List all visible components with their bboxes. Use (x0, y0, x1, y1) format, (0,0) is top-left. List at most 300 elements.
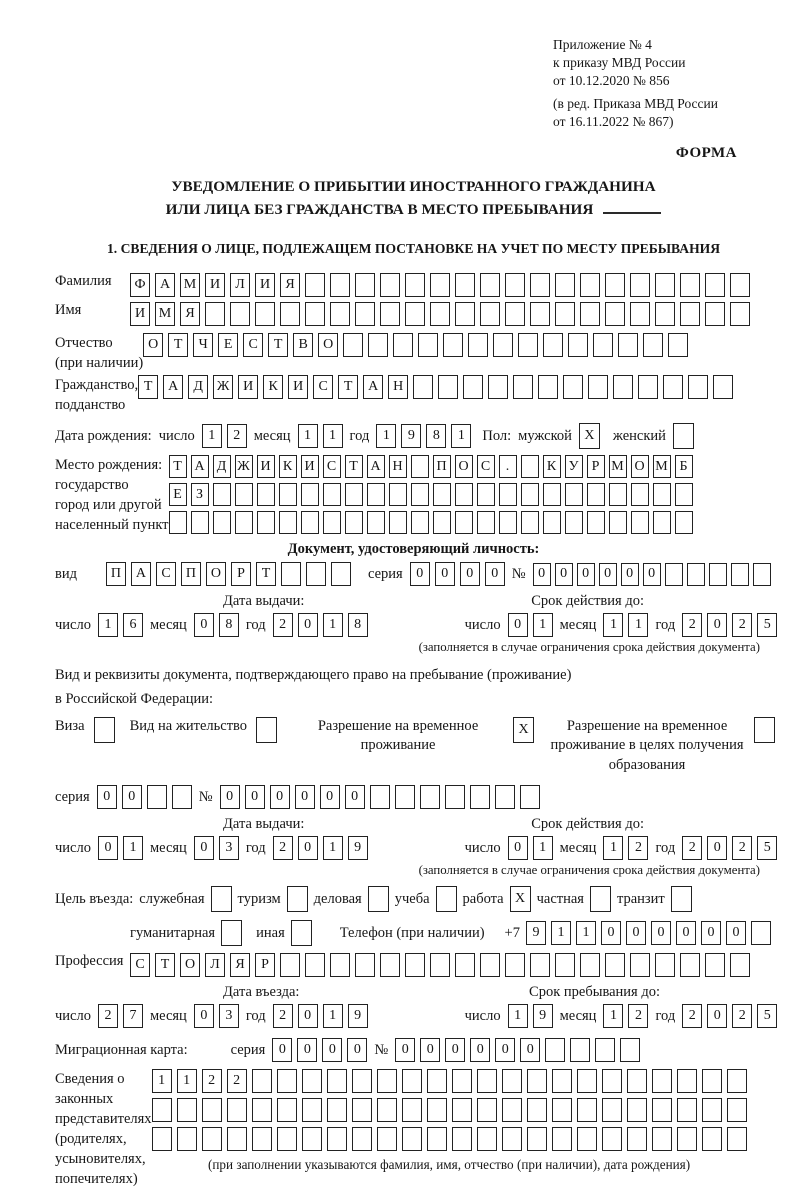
char-cell[interactable] (252, 1127, 272, 1151)
char-cell[interactable] (331, 562, 351, 586)
char-cell[interactable]: И (288, 375, 308, 399)
char-cell[interactable]: 0 (495, 1038, 515, 1062)
char-cell[interactable] (580, 302, 600, 326)
char-cell[interactable] (169, 511, 187, 534)
char-cell[interactable]: А (363, 375, 383, 399)
stay-day[interactable] (508, 1004, 553, 1028)
char-cell[interactable] (665, 563, 683, 586)
char-cell[interactable]: О (143, 333, 163, 357)
char-cell[interactable] (702, 1098, 722, 1122)
char-cell[interactable] (727, 1127, 747, 1151)
char-cell[interactable]: 9 (401, 424, 421, 448)
char-cell[interactable]: П (181, 562, 201, 586)
char-cell[interactable] (411, 455, 429, 478)
char-cell[interactable]: 1 (533, 836, 553, 860)
entry-day[interactable] (98, 1004, 143, 1028)
profession-cells[interactable] (130, 953, 750, 977)
char-cell[interactable] (377, 1127, 397, 1151)
char-cell[interactable] (257, 483, 275, 506)
char-cell[interactable]: 1 (323, 424, 343, 448)
char-cell[interactable] (552, 1127, 572, 1151)
purpose-tourism-checkbox[interactable] (287, 886, 308, 912)
char-cell[interactable] (94, 717, 115, 743)
char-cell[interactable] (235, 483, 253, 506)
char-cell[interactable]: 2 (273, 1004, 293, 1028)
char-cell[interactable] (587, 511, 605, 534)
char-cell[interactable]: 0 (270, 785, 290, 809)
char-cell[interactable] (505, 273, 525, 297)
char-cell[interactable]: 0 (297, 1038, 317, 1062)
char-cell[interactable]: 8 (219, 613, 239, 637)
char-cell[interactable]: 0 (508, 613, 528, 637)
char-cell[interactable]: 1 (603, 836, 623, 860)
char-cell[interactable]: 2 (98, 1004, 118, 1028)
char-cell[interactable]: 1 (551, 921, 571, 945)
residence-issue-year[interactable] (273, 836, 368, 860)
char-cell[interactable]: Я (180, 302, 200, 326)
char-cell[interactable] (191, 511, 209, 534)
char-cell[interactable] (709, 563, 727, 586)
char-cell[interactable] (430, 302, 450, 326)
char-cell[interactable]: 0 (676, 921, 696, 945)
char-cell[interactable] (543, 483, 561, 506)
char-cell[interactable] (302, 1069, 322, 1093)
char-cell[interactable] (655, 273, 675, 297)
char-cell[interactable] (393, 333, 413, 357)
char-cell[interactable] (413, 375, 433, 399)
char-cell[interactable]: X (579, 423, 600, 449)
char-cell[interactable]: 0 (555, 563, 573, 586)
char-cell[interactable]: 1 (98, 613, 118, 637)
char-cell[interactable] (227, 1127, 247, 1151)
char-cell[interactable] (602, 1098, 622, 1122)
char-cell[interactable]: А (367, 455, 385, 478)
char-cell[interactable] (177, 1098, 197, 1122)
char-cell[interactable]: К (279, 455, 297, 478)
iddoc-issue-day[interactable] (98, 613, 143, 637)
char-cell[interactable]: 0 (445, 1038, 465, 1062)
char-cell[interactable]: М (180, 273, 200, 297)
char-cell[interactable]: 3 (219, 1004, 239, 1028)
char-cell[interactable]: 0 (345, 785, 365, 809)
char-cell[interactable] (730, 273, 750, 297)
char-cell[interactable] (605, 953, 625, 977)
char-cell[interactable] (588, 375, 608, 399)
char-cell[interactable] (521, 511, 539, 534)
char-cell[interactable] (302, 1127, 322, 1151)
char-cell[interactable] (590, 886, 611, 912)
char-cell[interactable]: 5 (757, 613, 777, 637)
char-cell[interactable] (256, 717, 277, 743)
male-checkbox[interactable] (579, 423, 600, 449)
char-cell[interactable] (235, 511, 253, 534)
residence-number-cells[interactable] (220, 785, 540, 809)
char-cell[interactable]: 7 (123, 1004, 143, 1028)
char-cell[interactable] (470, 785, 490, 809)
char-cell[interactable]: . (499, 455, 517, 478)
char-cell[interactable] (405, 273, 425, 297)
char-cell[interactable] (380, 302, 400, 326)
char-cell[interactable]: Ж (235, 455, 253, 478)
char-cell[interactable] (530, 953, 550, 977)
char-cell[interactable]: 0 (320, 785, 340, 809)
char-cell[interactable] (427, 1127, 447, 1151)
char-cell[interactable]: 1 (323, 1004, 343, 1028)
char-cell[interactable]: О (455, 455, 473, 478)
char-cell[interactable] (605, 273, 625, 297)
char-cell[interactable] (291, 920, 312, 946)
char-cell[interactable]: У (565, 455, 583, 478)
char-cell[interactable]: 1 (323, 613, 343, 637)
char-cell[interactable]: 0 (460, 562, 480, 586)
char-cell[interactable] (327, 1098, 347, 1122)
char-cell[interactable] (545, 1038, 565, 1062)
iddoc-series-cells[interactable] (410, 562, 505, 586)
char-cell[interactable] (563, 375, 583, 399)
representatives-row3-cells[interactable] (152, 1127, 747, 1151)
char-cell[interactable] (630, 302, 650, 326)
char-cell[interactable]: 0 (701, 921, 721, 945)
char-cell[interactable] (389, 511, 407, 534)
char-cell[interactable] (480, 302, 500, 326)
char-cell[interactable]: 9 (533, 1004, 553, 1028)
iddoc-expiry-day[interactable] (508, 613, 553, 637)
char-cell[interactable]: Б (675, 455, 693, 478)
char-cell[interactable] (255, 302, 275, 326)
char-cell[interactable]: 0 (298, 613, 318, 637)
char-cell[interactable] (452, 1098, 472, 1122)
char-cell[interactable]: 0 (508, 836, 528, 860)
char-cell[interactable] (705, 302, 725, 326)
char-cell[interactable]: 0 (420, 1038, 440, 1062)
char-cell[interactable] (368, 333, 388, 357)
char-cell[interactable]: К (543, 455, 561, 478)
char-cell[interactable] (653, 511, 671, 534)
char-cell[interactable] (389, 483, 407, 506)
purpose-official-checkbox[interactable] (211, 886, 232, 912)
char-cell[interactable] (518, 333, 538, 357)
char-cell[interactable] (753, 563, 771, 586)
char-cell[interactable] (552, 1069, 572, 1093)
char-cell[interactable]: 2 (273, 836, 293, 860)
char-cell[interactable]: М (653, 455, 671, 478)
char-cell[interactable] (418, 333, 438, 357)
char-cell[interactable] (655, 953, 675, 977)
char-cell[interactable] (455, 483, 473, 506)
char-cell[interactable] (618, 333, 638, 357)
char-cell[interactable]: Н (389, 455, 407, 478)
char-cell[interactable] (675, 483, 693, 506)
char-cell[interactable] (302, 1098, 322, 1122)
char-cell[interactable] (577, 1098, 597, 1122)
char-cell[interactable] (427, 1098, 447, 1122)
char-cell[interactable] (213, 511, 231, 534)
char-cell[interactable] (680, 273, 700, 297)
char-cell[interactable] (438, 375, 458, 399)
char-cell[interactable] (521, 483, 539, 506)
migration-series-cells[interactable] (272, 1038, 367, 1062)
char-cell[interactable] (502, 1127, 522, 1151)
char-cell[interactable]: 0 (194, 836, 214, 860)
char-cell[interactable]: И (205, 273, 225, 297)
char-cell[interactable] (727, 1069, 747, 1093)
char-cell[interactable] (455, 953, 475, 977)
char-cell[interactable]: К (263, 375, 283, 399)
char-cell[interactable]: 2 (732, 613, 752, 637)
char-cell[interactable] (427, 1069, 447, 1093)
char-cell[interactable] (727, 1098, 747, 1122)
char-cell[interactable]: Д (188, 375, 208, 399)
char-cell[interactable]: А (163, 375, 183, 399)
char-cell[interactable] (502, 1098, 522, 1122)
char-cell[interactable] (277, 1069, 297, 1093)
char-cell[interactable]: 1 (323, 836, 343, 860)
char-cell[interactable]: 2 (732, 1004, 752, 1028)
residence-series-cells[interactable] (97, 785, 192, 809)
char-cell[interactable]: И (257, 455, 275, 478)
char-cell[interactable] (609, 511, 627, 534)
residence-expiry-day[interactable] (508, 836, 553, 860)
char-cell[interactable]: Я (230, 953, 250, 977)
char-cell[interactable]: И (255, 273, 275, 297)
char-cell[interactable] (705, 273, 725, 297)
char-cell[interactable]: 0 (245, 785, 265, 809)
char-cell[interactable]: 0 (410, 562, 430, 586)
char-cell[interactable]: 8 (426, 424, 446, 448)
char-cell[interactable] (252, 1069, 272, 1093)
char-cell[interactable]: М (609, 455, 627, 478)
char-cell[interactable] (411, 483, 429, 506)
char-cell[interactable]: П (433, 455, 451, 478)
char-cell[interactable] (527, 1098, 547, 1122)
char-cell[interactable] (355, 273, 375, 297)
char-cell[interactable] (430, 953, 450, 977)
residence-issue-month[interactable] (194, 836, 239, 860)
char-cell[interactable] (565, 483, 583, 506)
char-cell[interactable] (279, 483, 297, 506)
char-cell[interactable] (355, 953, 375, 977)
char-cell[interactable]: А (131, 562, 151, 586)
char-cell[interactable]: Н (388, 375, 408, 399)
char-cell[interactable]: П (106, 562, 126, 586)
char-cell[interactable] (281, 562, 301, 586)
char-cell[interactable]: И (238, 375, 258, 399)
char-cell[interactable]: 0 (194, 1004, 214, 1028)
char-cell[interactable]: 0 (601, 921, 621, 945)
char-cell[interactable]: 9 (348, 1004, 368, 1028)
char-cell[interactable]: 0 (599, 563, 617, 586)
phone-cells[interactable] (526, 921, 771, 945)
char-cell[interactable]: 0 (626, 921, 646, 945)
char-cell[interactable] (652, 1069, 672, 1093)
purpose-study-checkbox[interactable] (436, 886, 457, 912)
char-cell[interactable] (593, 333, 613, 357)
char-cell[interactable] (627, 1127, 647, 1151)
visa-checkbox[interactable] (94, 717, 115, 743)
char-cell[interactable] (355, 302, 375, 326)
char-cell[interactable] (277, 1098, 297, 1122)
char-cell[interactable]: 0 (395, 1038, 415, 1062)
char-cell[interactable] (463, 375, 483, 399)
char-cell[interactable]: 2 (732, 836, 752, 860)
stay-year[interactable] (682, 1004, 777, 1028)
char-cell[interactable] (555, 953, 575, 977)
temporary-residence-checkbox[interactable] (513, 717, 534, 743)
char-cell[interactable] (543, 511, 561, 534)
char-cell[interactable]: 1 (177, 1069, 197, 1093)
char-cell[interactable] (252, 1098, 272, 1122)
char-cell[interactable] (613, 375, 633, 399)
char-cell[interactable] (395, 785, 415, 809)
char-cell[interactable]: 2 (202, 1069, 222, 1093)
char-cell[interactable] (205, 302, 225, 326)
char-cell[interactable] (493, 333, 513, 357)
char-cell[interactable]: Т (155, 953, 175, 977)
char-cell[interactable] (495, 785, 515, 809)
char-cell[interactable] (257, 511, 275, 534)
patronymic-cells[interactable] (143, 333, 688, 357)
char-cell[interactable] (627, 1069, 647, 1093)
char-cell[interactable] (502, 1069, 522, 1093)
char-cell[interactable]: 0 (707, 836, 727, 860)
char-cell[interactable] (677, 1069, 697, 1093)
entry-month[interactable] (194, 1004, 239, 1028)
iddoc-issue-year[interactable] (273, 613, 368, 637)
char-cell[interactable]: С (313, 375, 333, 399)
char-cell[interactable] (675, 511, 693, 534)
birth-day-cells[interactable] (202, 424, 247, 448)
char-cell[interactable] (652, 1127, 672, 1151)
char-cell[interactable] (327, 1069, 347, 1093)
char-cell[interactable] (577, 1069, 597, 1093)
char-cell[interactable] (731, 563, 749, 586)
char-cell[interactable] (430, 273, 450, 297)
char-cell[interactable]: Т (256, 562, 276, 586)
char-cell[interactable]: Л (205, 953, 225, 977)
char-cell[interactable] (488, 375, 508, 399)
char-cell[interactable] (436, 886, 457, 912)
char-cell[interactable]: 0 (272, 1038, 292, 1062)
char-cell[interactable]: 1 (533, 613, 553, 637)
char-cell[interactable]: 0 (122, 785, 142, 809)
char-cell[interactable] (505, 302, 525, 326)
birthplace-row2-cells[interactable] (169, 483, 693, 506)
char-cell[interactable] (330, 302, 350, 326)
char-cell[interactable] (643, 333, 663, 357)
char-cell[interactable]: Д (213, 455, 231, 478)
char-cell[interactable]: 0 (533, 563, 551, 586)
char-cell[interactable] (152, 1098, 172, 1122)
purpose-private-checkbox[interactable] (590, 886, 611, 912)
education-residence-checkbox[interactable] (754, 717, 775, 743)
char-cell[interactable] (671, 886, 692, 912)
char-cell[interactable]: 2 (682, 613, 702, 637)
char-cell[interactable] (538, 375, 558, 399)
char-cell[interactable] (280, 953, 300, 977)
char-cell[interactable] (368, 886, 389, 912)
iddoc-expiry-year[interactable] (682, 613, 777, 637)
char-cell[interactable] (630, 953, 650, 977)
char-cell[interactable] (411, 511, 429, 534)
char-cell[interactable] (367, 511, 385, 534)
char-cell[interactable]: 0 (322, 1038, 342, 1062)
char-cell[interactable] (652, 1098, 672, 1122)
char-cell[interactable] (405, 953, 425, 977)
char-cell[interactable]: 1 (508, 1004, 528, 1028)
char-cell[interactable] (552, 1098, 572, 1122)
char-cell[interactable] (305, 953, 325, 977)
char-cell[interactable]: М (155, 302, 175, 326)
char-cell[interactable] (580, 953, 600, 977)
char-cell[interactable] (306, 562, 326, 586)
char-cell[interactable] (305, 302, 325, 326)
char-cell[interactable] (402, 1098, 422, 1122)
female-checkbox[interactable] (673, 423, 694, 449)
char-cell[interactable]: Е (169, 483, 187, 506)
char-cell[interactable] (345, 511, 363, 534)
char-cell[interactable]: 1 (576, 921, 596, 945)
char-cell[interactable] (602, 1127, 622, 1151)
char-cell[interactable]: 0 (295, 785, 315, 809)
char-cell[interactable]: З (191, 483, 209, 506)
char-cell[interactable]: 0 (643, 563, 661, 586)
char-cell[interactable]: 9 (348, 836, 368, 860)
char-cell[interactable] (455, 273, 475, 297)
purpose-humanitarian-checkbox[interactable] (221, 920, 242, 946)
char-cell[interactable] (433, 483, 451, 506)
char-cell[interactable]: 1 (123, 836, 143, 860)
char-cell[interactable]: А (155, 273, 175, 297)
char-cell[interactable] (380, 273, 400, 297)
char-cell[interactable]: Р (587, 455, 605, 478)
char-cell[interactable]: X (513, 717, 534, 743)
char-cell[interactable]: Т (168, 333, 188, 357)
char-cell[interactable]: 0 (707, 613, 727, 637)
char-cell[interactable]: 0 (298, 1004, 318, 1028)
char-cell[interactable]: 1 (202, 424, 222, 448)
char-cell[interactable] (202, 1098, 222, 1122)
stay-month[interactable] (603, 1004, 648, 1028)
char-cell[interactable] (631, 483, 649, 506)
char-cell[interactable]: Т (268, 333, 288, 357)
char-cell[interactable] (477, 1127, 497, 1151)
char-cell[interactable]: В (293, 333, 313, 357)
char-cell[interactable]: 1 (376, 424, 396, 448)
char-cell[interactable]: Т (169, 455, 187, 478)
char-cell[interactable]: О (631, 455, 649, 478)
char-cell[interactable] (713, 375, 733, 399)
char-cell[interactable]: 2 (628, 836, 648, 860)
birth-month-cells[interactable] (298, 424, 343, 448)
char-cell[interactable] (377, 1069, 397, 1093)
char-cell[interactable] (402, 1069, 422, 1093)
char-cell[interactable] (377, 1098, 397, 1122)
char-cell[interactable]: 0 (707, 1004, 727, 1028)
birth-year-cells[interactable] (376, 424, 471, 448)
char-cell[interactable] (279, 511, 297, 534)
char-cell[interactable] (323, 511, 341, 534)
char-cell[interactable]: 0 (726, 921, 746, 945)
char-cell[interactable] (565, 511, 583, 534)
char-cell[interactable] (202, 1127, 222, 1151)
char-cell[interactable] (677, 1098, 697, 1122)
char-cell[interactable] (630, 273, 650, 297)
residence-expiry-year[interactable] (682, 836, 777, 860)
char-cell[interactable] (352, 1127, 372, 1151)
purpose-transit-checkbox[interactable] (671, 886, 692, 912)
char-cell[interactable] (301, 483, 319, 506)
char-cell[interactable] (147, 785, 167, 809)
